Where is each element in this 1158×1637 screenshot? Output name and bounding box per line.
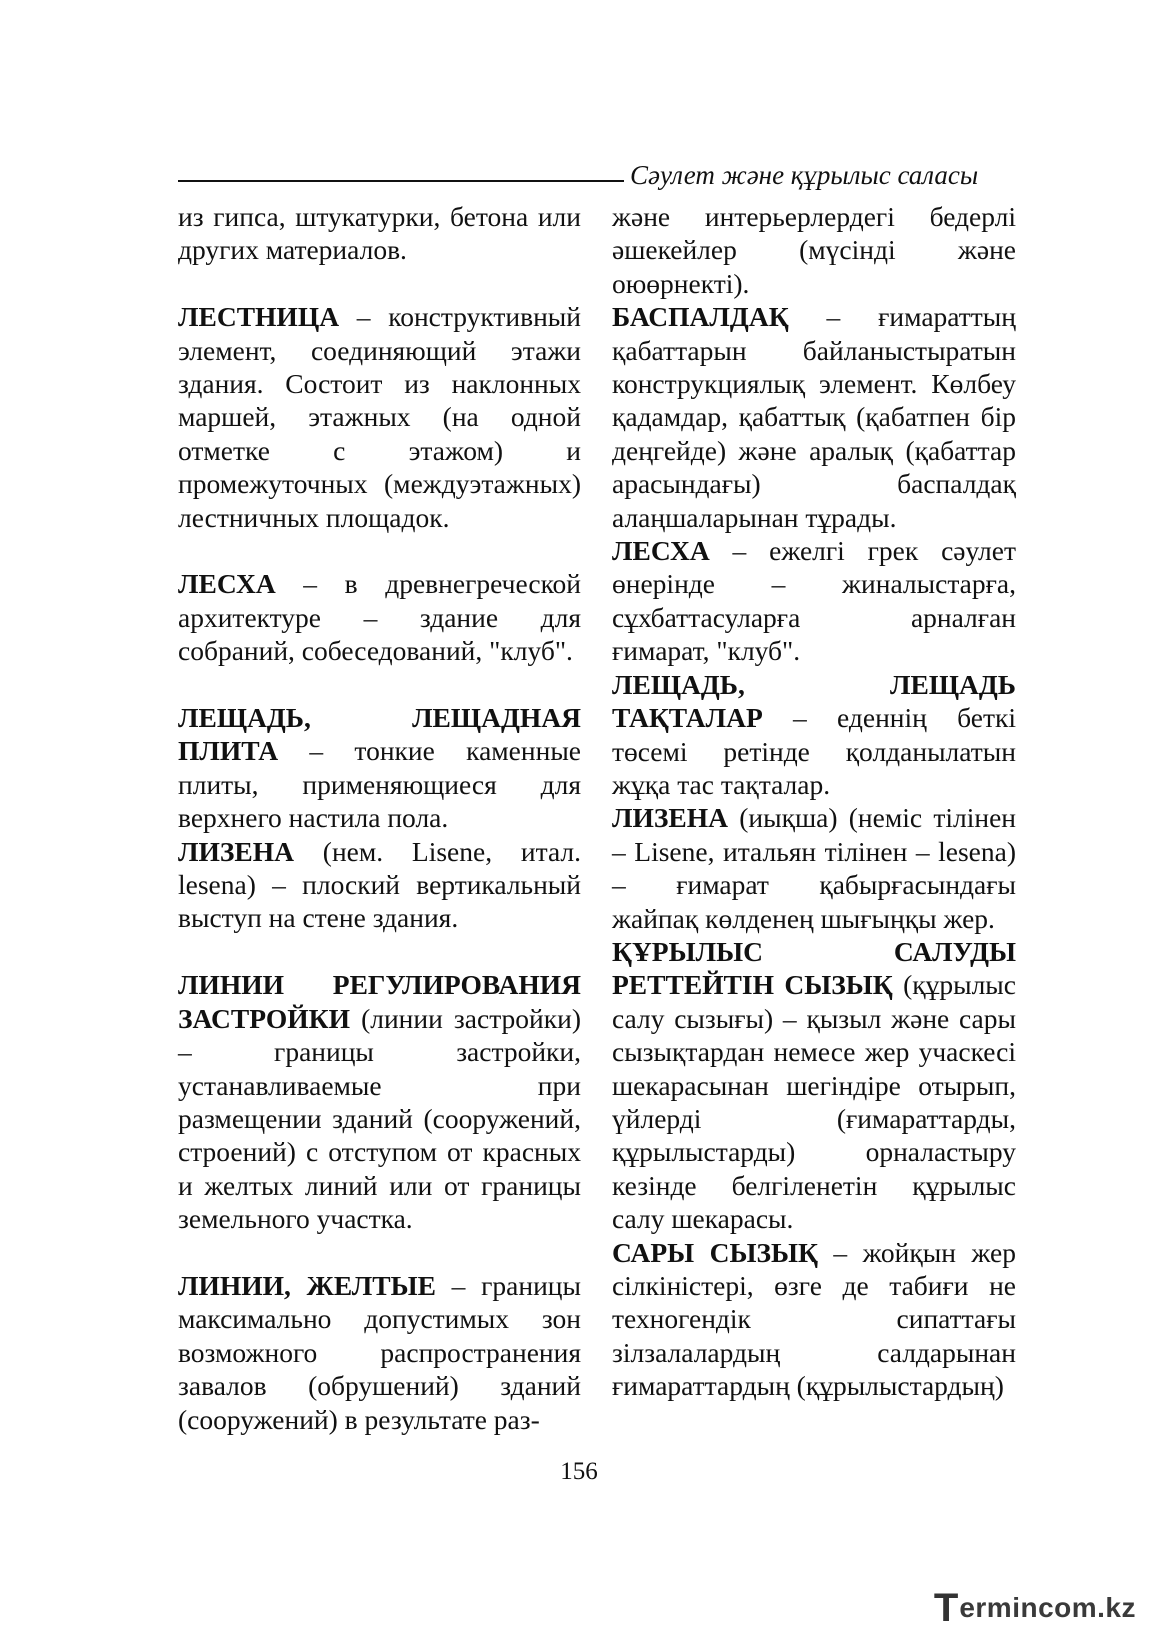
dictionary-entry <box>178 701 581 835</box>
dictionary-entry <box>612 300 1016 534</box>
right-column <box>612 200 1016 1403</box>
entry-definition: және интерьерлердегі бедерлі әшекейлер (мүсінді және оюөрнекті). <box>612 201 1016 299</box>
dictionary-entry <box>178 835 581 935</box>
dictionary-entry <box>612 200 1016 300</box>
page-number: 156 <box>560 1458 598 1485</box>
dictionary-entry <box>178 300 581 534</box>
entry-definition: – в древнегреческой архитектуре – здание для собраний, собеседований, "клуб". <box>178 568 581 667</box>
entry-term: ЛЕСХА <box>178 568 276 600</box>
entry-definition: (нем. Lisene, итал. lesena) – плоский вертикальный выступ на стене здания. <box>178 835 581 934</box>
dictionary-entry <box>178 968 581 1235</box>
entry-definition: из гипса, штукатурки, бетона или других материалов. <box>178 201 581 266</box>
entry-definition: (линии застройки) – границы застройки, устанавливаемые при размещении зданий (сооружений, строений) с отступом от красных и желтых линий или от границы земельного участка. <box>178 1002 581 1235</box>
dictionary-entry <box>612 801 1016 935</box>
entry-definition: – конструктивный элемент, соединяющий этажи здания. Состоит из наклонных маршей, этажных (на одной отметке с этажом) и промежуточных (междуэтажных) лестничных площадок. <box>178 301 581 533</box>
entry-term: ЛЕСТНИЦА <box>178 301 340 333</box>
dictionary-entry <box>612 935 1016 1236</box>
entry-definition: – еденнің беткі төсемі ретінде қолданылатын жұқа тас тақталар. <box>612 702 1016 800</box>
logo-text: ermincom.kz <box>959 1592 1136 1623</box>
entry-term: БАСПАЛДАҚ <box>612 301 789 333</box>
entry-definition: (иықша) (неміс тілінен – Lisene, итальян тілінен – lesena) – ғимарат қабырғасындағы жайпақ көлденең шығыңқы жер. <box>612 802 1016 934</box>
entry-term: ЛИЗЕНА <box>178 835 294 867</box>
dictionary-entry <box>178 567 581 667</box>
entry-term: ЛИНИИ РЕГУЛИРОВАНИЯ ЗАСТРОЙКИ <box>178 969 581 1034</box>
header-title: Сәулет және құрылыс саласы <box>630 160 979 190</box>
entry-definition: – жойқын жер сілкіністері, өзге де табиғи не техногендік сипаттағы зілзалалардың салдарынан ғимараттардың (құрылыстардың) <box>612 1236 1016 1402</box>
entry-definition: – границы максимально допустимых зон возможного распространения завалов (обрушений) зданий (сооружений) в результате раз- <box>178 1269 581 1435</box>
entry-term: ЛЕЩАДЬ, ЛЕЩАДНАЯ ПЛИТА <box>178 702 581 767</box>
entry-term: ЛИНИИ, ЖЕЛТЫЕ <box>178 1269 436 1301</box>
entry-term: ҚҰРЫЛЫС САЛУДЫ РЕТТЕЙТІН СЫЗЫҚ <box>612 935 1016 1001</box>
dictionary-entry <box>178 1269 581 1436</box>
entry-definition: – тонкие каменные плиты, применяющиеся для верхнего настила пола. <box>178 735 581 834</box>
entry-term: ЛЕЩАДЬ, ЛЕЩАДЬ ТАҚТАЛАР <box>612 668 1016 734</box>
termincom-logo <box>934 1588 1136 1628</box>
dictionary-entry <box>612 1236 1016 1403</box>
entry-definition: – ежелгі грек сәулет өнерінде – жиналыстарға, сұхбаттасуларға арналған ғимарат, "клуб". <box>612 535 1016 667</box>
entry-term: ЛИЗЕНА <box>612 802 728 834</box>
entry-term: САРЫ СЫЗЫҚ <box>612 1236 818 1268</box>
logo-letter: T <box>933 1586 959 1630</box>
header-rule <box>178 180 624 182</box>
dictionary-entry <box>612 534 1016 668</box>
running-header <box>178 160 1018 194</box>
left-column <box>178 200 581 1436</box>
entry-definition: (құрылыс салу сызығы) – қызыл және сары сызықтардан немесе жер учаскесі шекарасынан шегіндіре отырып, үйлерді (ғимараттарды, құрылыстарды) орналастыру кезінде белгіленетін құрылыс салу шекарасы. <box>612 969 1016 1235</box>
entry-definition: – ғимараттың қабаттарын байланыстыратын конструкциялық элемент. Көлбеу қадамдар, қабаттық (қабатпен бір деңгейде) және аралық (қабаттар арасындағы) баспалдақ алаңшаларынан тұрады. <box>612 301 1016 533</box>
dictionary-entry <box>612 668 1016 802</box>
entry-term: ЛЕСХА <box>612 535 710 567</box>
dictionary-entry <box>178 200 581 267</box>
